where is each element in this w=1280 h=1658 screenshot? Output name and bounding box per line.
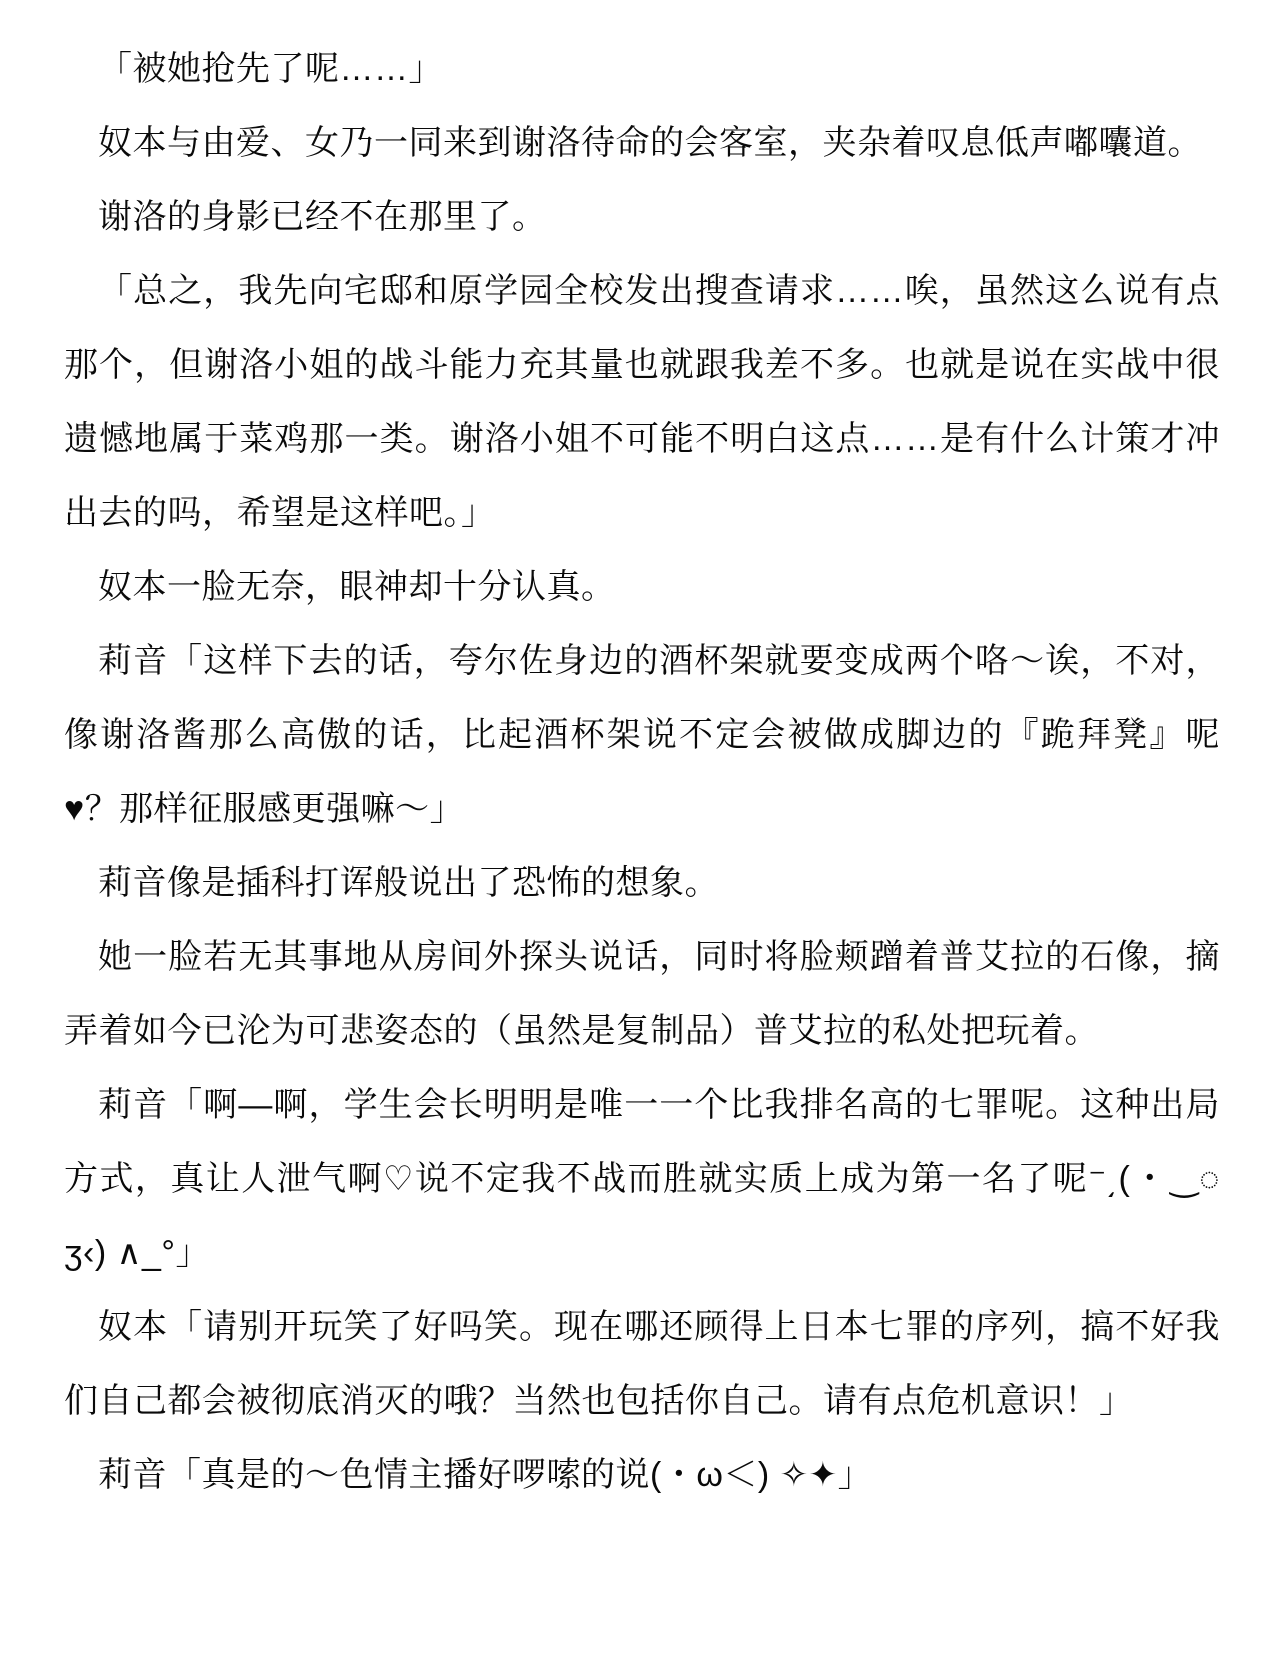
paragraph: 她一脸若无其事地从房间外探头说话，同时将脸颊蹭着普艾拉的石像，摘弄着如今已沦为可悲姿态的（虽然是复制品）普艾拉的私处把玩着。 [64, 938, 1220, 1050]
paragraph: 奴本与由爱、女乃一同来到谢洛待命的会客室，夹杂着叹息低声嘟囔道。 [98, 124, 1202, 162]
paragraph: 「被她抢先了呢……」 [98, 50, 443, 88]
paragraph: 「总之，我先向宅邸和原学园全校发出搜查请求……唉，虽然这么说有点那个，但谢洛小姐的战斗能力充其量也就跟我差不多。也就是说在实战中很遗憾地属于菜鸡那一类。谢洛小姐不可能不明白这点……是有什么计策才冲出去的吗，希望是这样吧。」 [64, 272, 1220, 532]
paragraph: 莉音「啊—啊，学生会长明明是唯一一个比我排名高的七罪呢。这种出局方式，真让人泄气啊♡说不定我不战而胜就实质上成为第一名了呢⁻͵( ･ ‿◌ӡ‹) ∧_°」 [64, 1086, 1220, 1272]
paragraph: 莉音「这样下去的话，夸尔佐身边的酒杯架就要变成两个咯～诶，不对，像谢洛酱那么高傲的话，比起酒杯架说不定会被做成脚边的『跪拜凳』呢♥？那样征服感更强嘛～」 [64, 642, 1220, 828]
paragraph: 莉音像是插科打诨般说出了恐怖的想象。 [98, 864, 719, 902]
paragraph: 奴本「请别开玩笑了好吗笑。现在哪还顾得上日本七罪的序列，搞不好我们自己都会被彻底消灭的哦？当然也包括你自己。请有点危机意识！」 [64, 1308, 1220, 1420]
paragraph: 谢洛的身影已经不在那里了。 [98, 198, 547, 236]
paragraph: 奴本一脸无奈，眼神却十分认真。 [98, 568, 616, 606]
paragraph: 莉音「真是的～色情主播好啰嗦的说(・ω＜) ✧✦」 [98, 1456, 873, 1494]
